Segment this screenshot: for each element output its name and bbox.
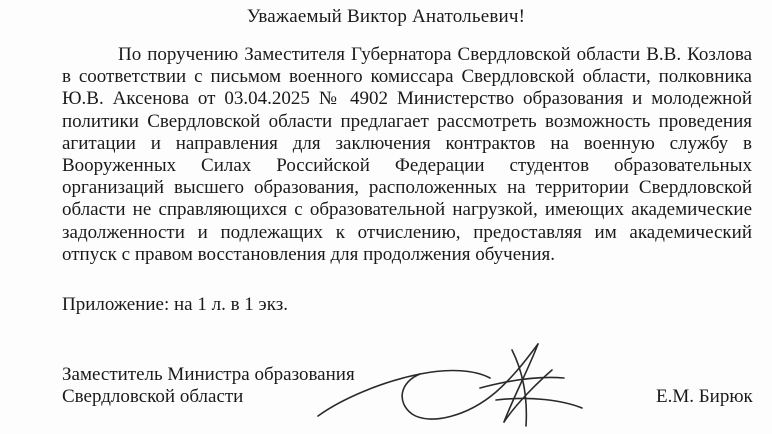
- signer-title-line: Свердловской области: [62, 386, 244, 407]
- letter-body: [62, 44, 752, 266]
- handwritten-signature: [300, 330, 620, 434]
- body-line: отпуск с правом восстановления для продолжения обучения.: [62, 243, 555, 265]
- body-line: области не справляющихся с образовательной нагрузкой, имеющих академические: [62, 199, 752, 221]
- greeting: Уважаемый Виктор Анатольевич!: [246, 6, 526, 27]
- body-line: политики Свердловской области предлагает рассмотреть возможность проведения: [62, 110, 752, 132]
- body-line: задолженности и подлежащих к отчислению, предоставляя им академический: [62, 221, 752, 243]
- signer-title-line: Заместитель Министра образования: [62, 364, 355, 385]
- attachment-note: Приложение: на 1 л. в 1 экз.: [62, 294, 288, 315]
- body-line: Вооруженных Силах Российской Федерации студентов образовательных: [62, 154, 752, 176]
- body-line: организаций высшего образования, расположенных на территории Свердловской: [62, 177, 752, 199]
- body-line: в соответствии с письмом военного комиссара Свердловской области, полковника: [62, 66, 752, 88]
- body-line: агитации и направления для заключения контрактов на военную службу в: [62, 132, 752, 154]
- body-line: По поручению Заместителя Губернатора Свердловской области В.В. Козлова: [118, 44, 752, 65]
- signer-name: Е.М. Бирюк: [656, 386, 753, 407]
- body-line: Ю.В. Аксенова от 03.04.2025 № 4902 Министерство образования и молодежной: [62, 88, 752, 110]
